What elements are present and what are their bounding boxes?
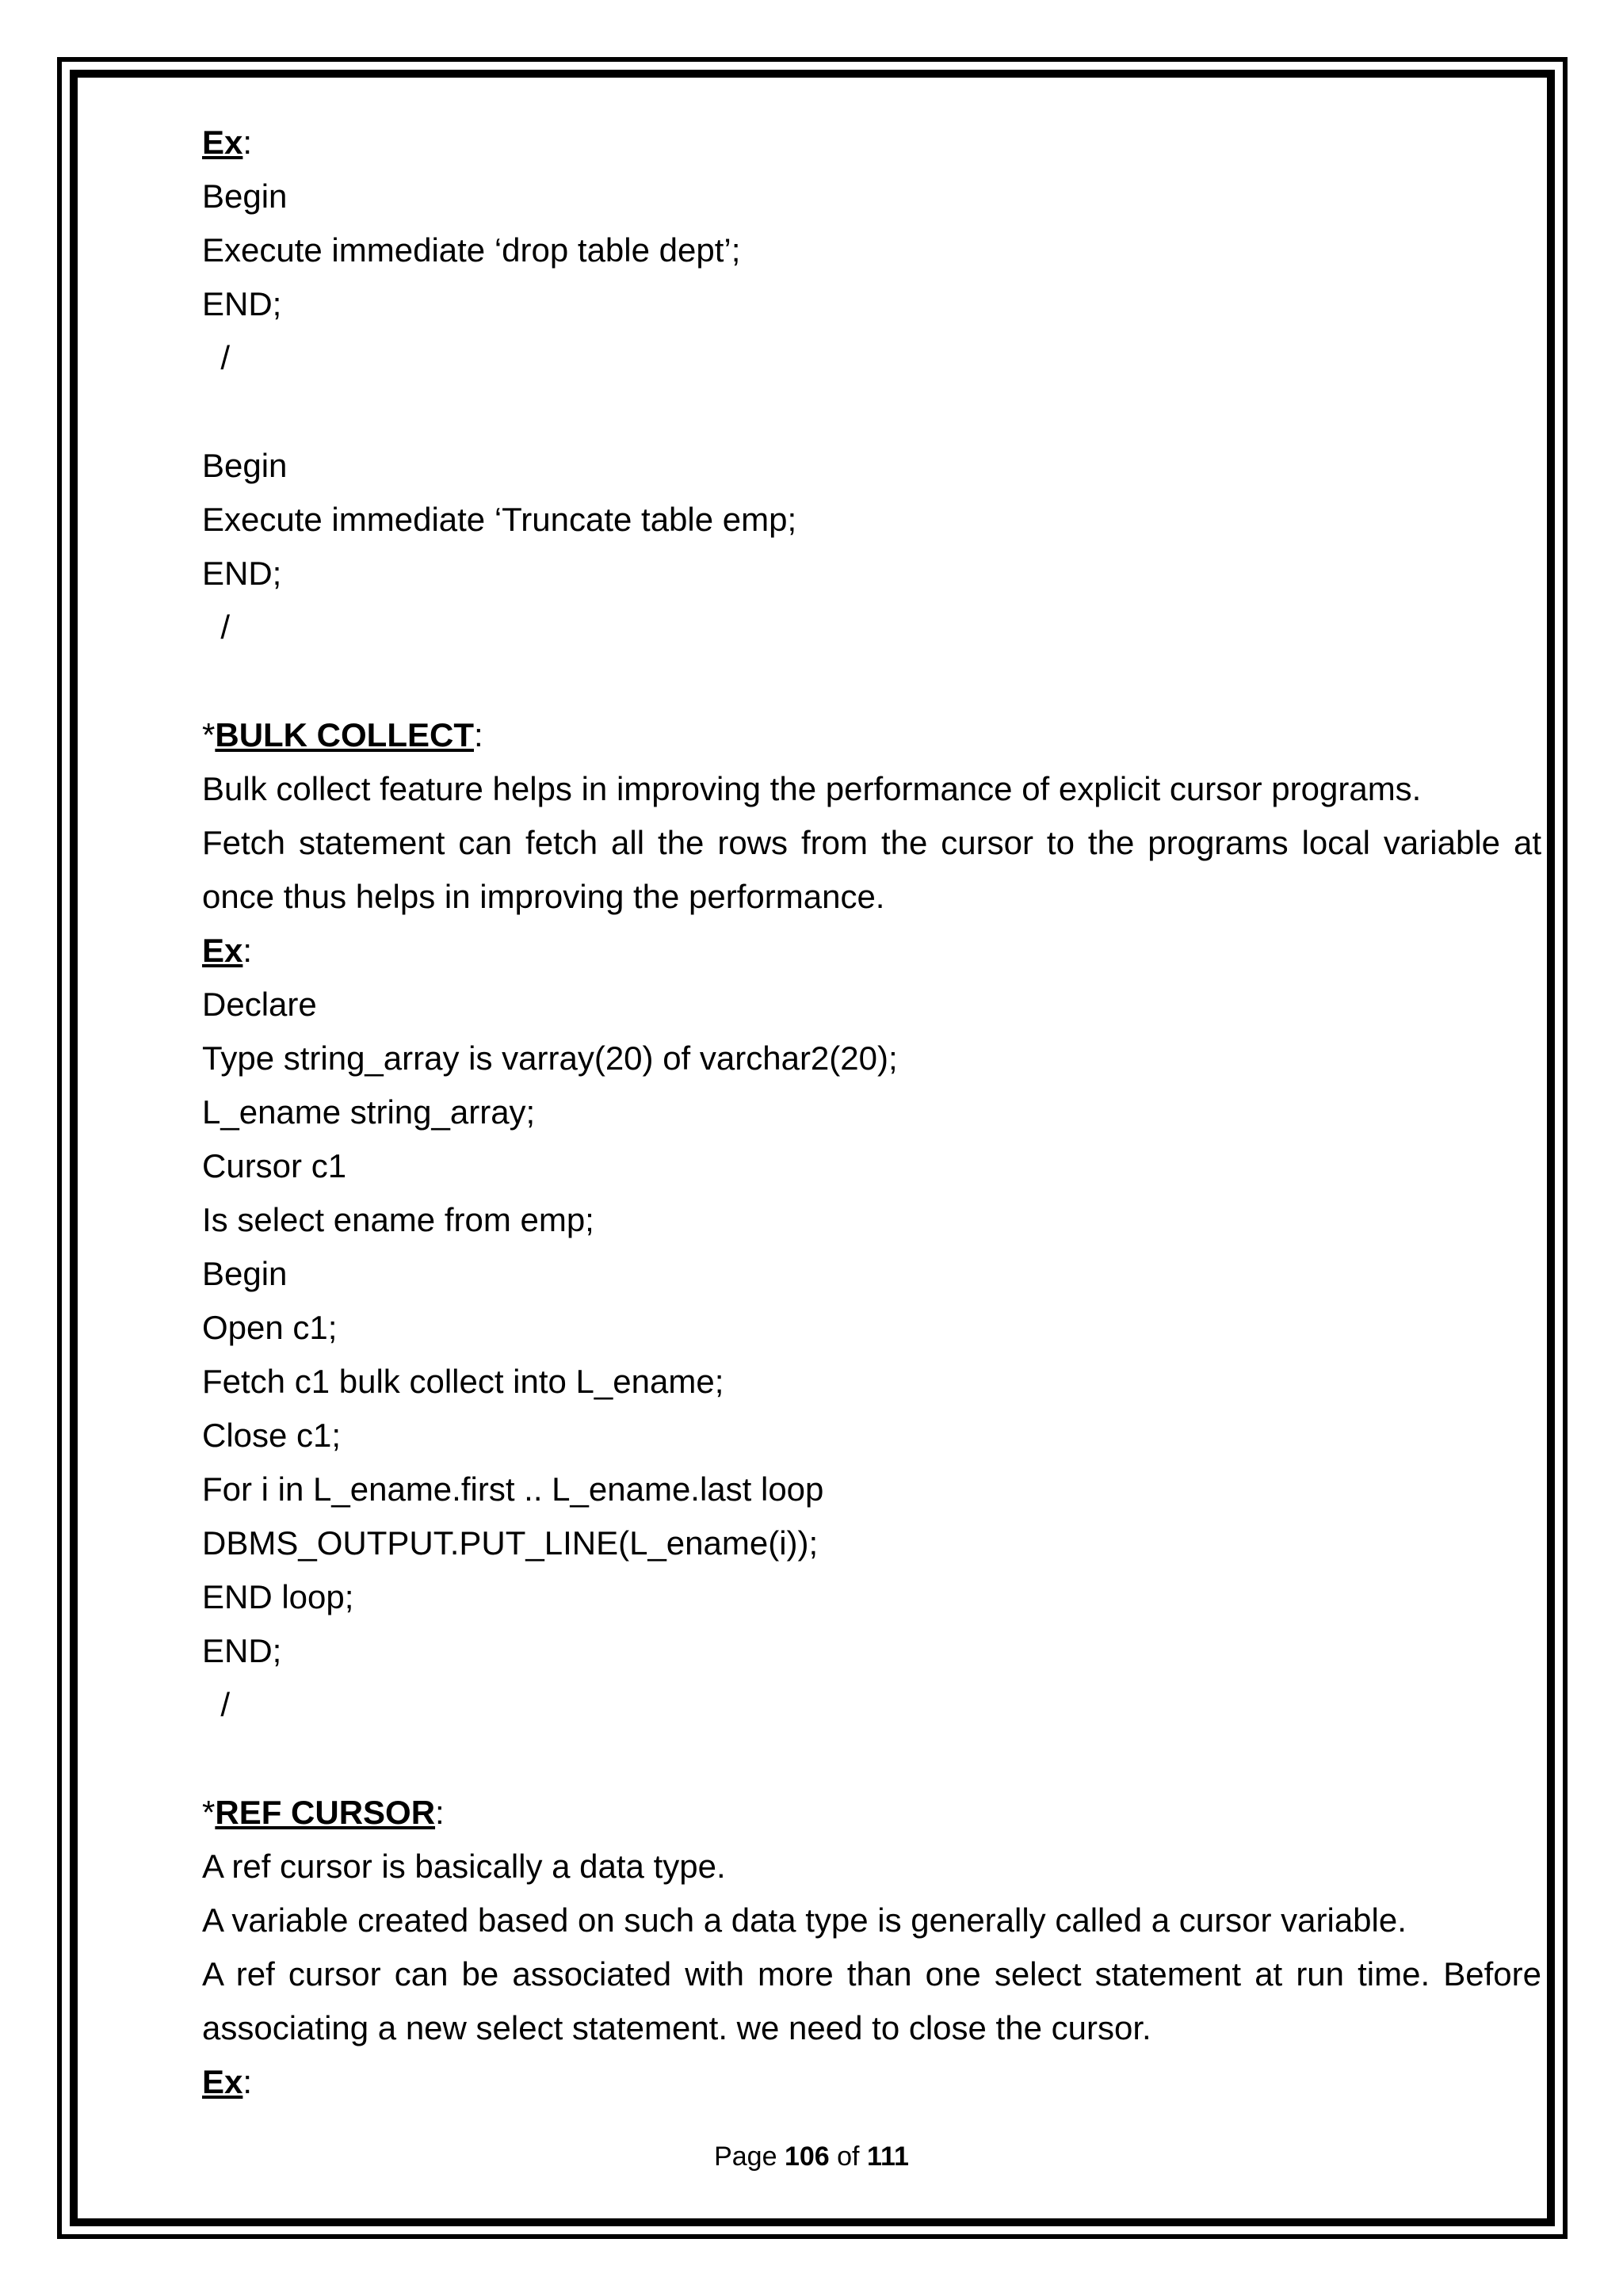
code-line: Begin [202, 447, 288, 484]
code-line: END; [202, 555, 282, 592]
spacer [202, 1732, 1541, 1786]
code-line: DBMS_OUTPUT.PUT_LINE(L_ename(i)); [202, 1524, 819, 1562]
code-line: Execute immediate ‘drop table dept’; [202, 231, 741, 269]
footer-middle: of [837, 2142, 860, 2172]
code-line: Close c1; [202, 1417, 342, 1454]
code-line: Open c1; [202, 1309, 338, 1346]
code-line: END; [202, 285, 282, 322]
code-line: END loop; [202, 1578, 354, 1615]
page-content [202, 116, 1541, 2109]
code-line: / [202, 339, 231, 376]
example-heading: Ex: [202, 932, 253, 969]
code-line: / [202, 608, 231, 646]
example-heading: Ex: [202, 2063, 253, 2100]
current-page-number: 106 [784, 2142, 830, 2172]
spacer [202, 654, 1541, 708]
code-line: L_ename string_array; [202, 1093, 536, 1131]
example-heading: Ex: [202, 124, 253, 161]
paragraph: Fetch statement can fetch all the rows from the cursor to the programs local variable at once thus helps in improving the performance. [202, 824, 1541, 915]
code-line: / [202, 1686, 231, 1723]
code-line: END; [202, 1632, 282, 1669]
code-line: For i in L_ename.first .. L_ename.last loop [202, 1470, 824, 1508]
page-footer [0, 2139, 1623, 2174]
paragraph: Bulk collect feature helps in improving the performance of explicit cursor programs. [202, 770, 1422, 807]
paragraph: A ref cursor is basically a data type. [202, 1848, 726, 1885]
paragraph: A ref cursor can be associated with more than one select statement at run time. Before associating a new select statement. we need to close the cursor. [202, 1955, 1541, 2046]
spacer [202, 385, 1541, 439]
code-line: Is select ename from emp; [202, 1201, 594, 1238]
code-line: Begin [202, 177, 288, 215]
code-line: Type string_array is varray(20) of varchar2(20); [202, 1039, 898, 1077]
total-pages-number: 111 [866, 2142, 909, 2172]
paragraph: A variable created based on such a data type is generally called a cursor variable. [202, 1901, 1407, 1939]
code-line: Execute immediate ‘Truncate table emp; [202, 501, 797, 538]
section-heading-ref-cursor: *REF CURSOR: [202, 1794, 445, 1831]
code-line: Fetch c1 bulk collect into L_ename; [202, 1363, 724, 1400]
section-heading-bulk-collect: *BULK COLLECT: [202, 716, 483, 753]
code-line: Declare [202, 986, 317, 1023]
footer-prefix: Page [714, 2142, 777, 2172]
code-line: Begin [202, 1255, 288, 1292]
code-line: Cursor c1 [202, 1147, 347, 1184]
